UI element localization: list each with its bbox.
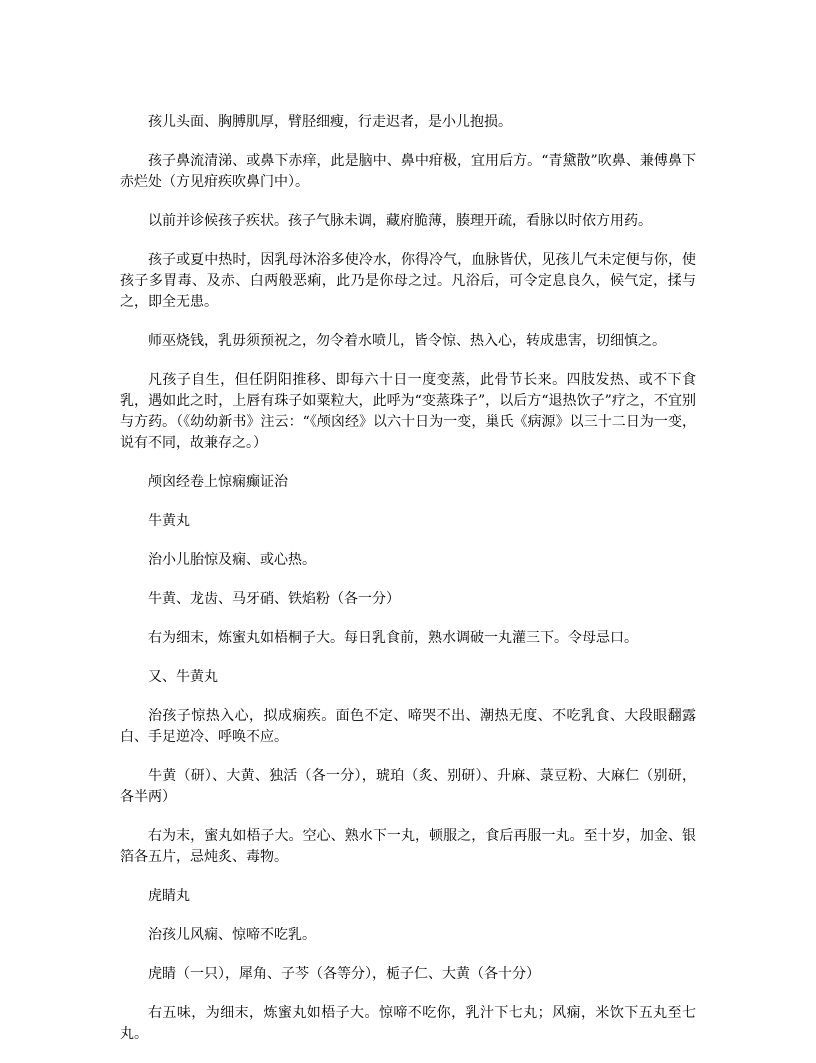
paragraph: 以前并诊候孩子疾状。孩子气脉未调，藏府脆薄，腠理开疏，看脉以时依方用药。 <box>148 213 652 229</box>
prescription-title: 又、牛黄丸 <box>148 669 218 685</box>
paragraph: 牛黄、龙齿、马牙硝、铁焰粉（各一分） <box>148 591 400 607</box>
section-heading: 颅囟经卷上惊痫癫证治 <box>148 474 288 490</box>
paragraph: 牛黄（研）、大黄、独活（各一分），琥珀（炙、别研）、升麻、菉豆粉、大麻仁（别研，各半两） <box>120 768 696 805</box>
prescription-title: 牛黄丸 <box>148 513 190 529</box>
paragraph: 右五味，为细末，炼蜜丸如梧子大。惊啼不吃你，乳汁下七丸；风痫，米饮下五丸至七丸。 <box>120 1005 696 1042</box>
prescription-title: 虎睛丸 <box>148 888 190 904</box>
paragraph: 右为细末，炼蜜丸如梧桐子大。每日乳食前，熟水调破一丸灌三下。令母忌口。 <box>148 630 638 646</box>
paragraph: 凡孩子自生，但任阴阳推移、即每六十日一度变蒸，此骨节长来。四肢发热、或不下食乳，遇如此之时，上唇有珠子如粟粒大，此呼为“变蒸珠子”，以后方“退热饮子”疗之，不宜别与方药。（《幼幼新书》注云：“《颅囟经》以六十日为一变，巢氏《病源》以三十二日为一变，说有不同，故兼存之。） <box>120 372 696 451</box>
paragraph: 治小儿胎惊及痫、或心热。 <box>148 552 316 568</box>
paragraph: 孩子鼻流清涕、或鼻下赤痒，此是脑中、鼻中疳极，宜用后方。“青黛散”吹鼻、兼傅鼻下赤烂处（方见疳疾吹鼻门中）。 <box>120 153 696 190</box>
document-page <box>120 112 696 1063</box>
paragraph: 治孩子惊热入心，拟成痫疾。面色不定、啼哭不出、潮热无度、不吃乳食、大段眼翻露白、手足逆冷、呼唤不应。 <box>120 708 696 745</box>
paragraph: 孩子或夏中热时，因乳母沐浴多使冷水，你得冷气，血脉皆伏，见孩儿气未定便与你，使孩子多胃毒、及赤、白两般恶痢，此乃是你母之过。凡浴后，可令定息良久，候气定，揉与之，即全无患。 <box>120 252 696 310</box>
paragraph: 师巫烧钱，乳毋须预祝之，勿令着水喷儿，皆令惊、热入心，转成患害，切细慎之。 <box>148 333 666 349</box>
paragraph: 右为末，蜜丸如梧子大。空心、熟水下一丸，顿服之，食后再服一丸。至十岁，加金、银箔各五片，忌炖炙、毒物。 <box>120 828 696 865</box>
paragraph: 虎睛（一只），犀角、子芩（各等分），栀子仁、大黄（各十分） <box>148 966 540 982</box>
paragraph: 治孩儿风痫、惊啼不吃乳。 <box>148 927 316 943</box>
paragraph: 孩儿头面、胸膊肌厚，臂胫细瘦，行走迟者，是小儿抱损。 <box>148 114 512 130</box>
